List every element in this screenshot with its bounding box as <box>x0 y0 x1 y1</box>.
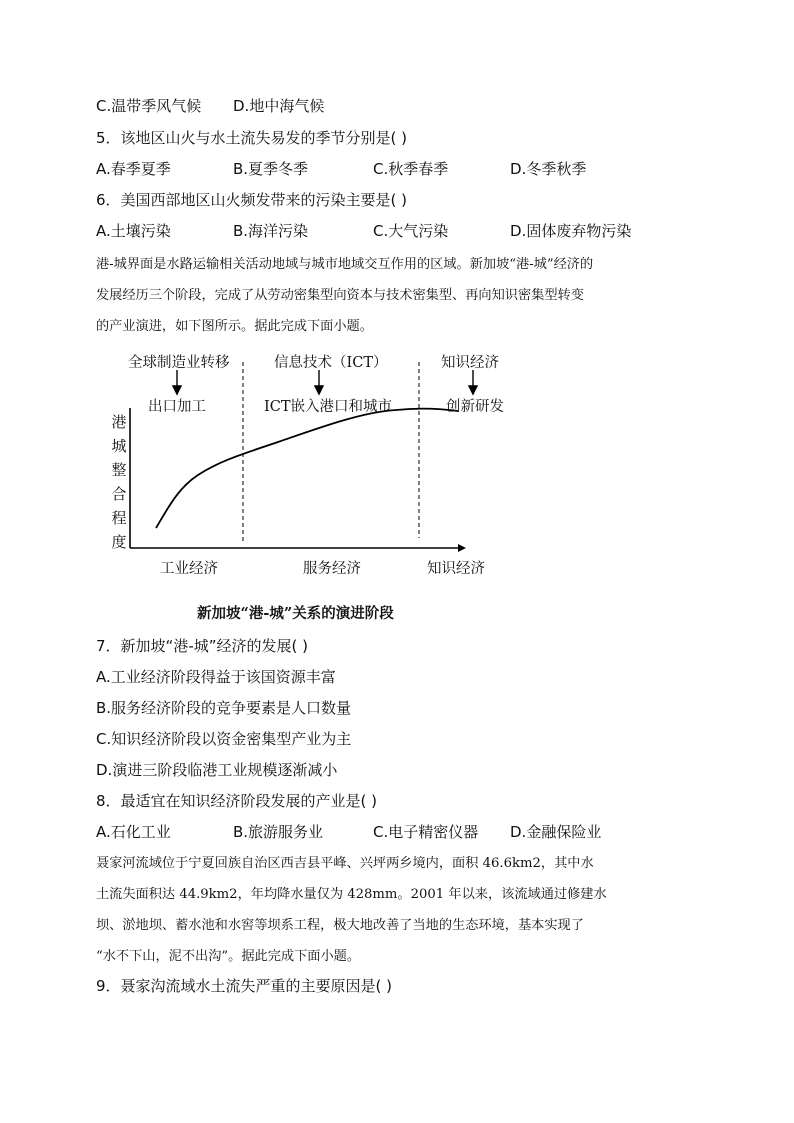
q8-stem: 8．最适宜在知识经济阶段发展的产业是( ) <box>96 792 378 810</box>
x-axis-label: 服务经济 <box>303 561 361 577</box>
q7-option-a: A.工业经济阶段得益于该国资源丰富 <box>96 668 336 686</box>
q8-option-c: C.电子精密仪器 <box>373 823 479 841</box>
port-city-diagram <box>96 340 516 630</box>
q7-option-b: B.服务经济阶段的竞争要素是人口数量 <box>96 699 352 717</box>
y-axis-char: 度 <box>111 533 127 551</box>
q8-option-b: B.旅游服务业 <box>233 823 324 841</box>
q6-option-c: C.大气污染 <box>373 222 449 240</box>
passage-line: “水不下山，泥不出沟”。据此完成下面小题。 <box>96 949 361 964</box>
driver-arrows <box>173 370 477 394</box>
x-axis-label: 工业经济 <box>160 561 218 577</box>
q7-stem: 7．新加坡“港-城”经济的发展( ) <box>96 637 308 655</box>
y-axis-char: 城 <box>111 437 127 455</box>
y-axis-label <box>110 410 128 554</box>
q4-option-d: D.地中海气候 <box>233 97 325 115</box>
x-axis-label: 知识经济 <box>427 561 485 577</box>
passage-line: 发展经历三个阶段，完成了从劳动密集型向资本与技术密集型、再向知识密集型转变 <box>96 288 584 303</box>
passage-line: 土流失面积达 44.9km2，年均降水量仅为 428mm。2001 年以来，该流域通过修建水 <box>96 887 607 902</box>
integration-curve <box>156 409 458 528</box>
q9-stem: 9．聂家沟流域水土流失严重的主要原因是( ) <box>96 977 393 995</box>
q8-option-d: D.金融保险业 <box>510 823 602 841</box>
q5-option-a: A.春季夏季 <box>96 160 171 178</box>
q6-option-d: D.固体废弃物污染 <box>510 222 632 240</box>
q7-option-d: D.演进三阶段临港工业规模逐渐减小 <box>96 761 338 779</box>
arrow-head <box>315 386 323 394</box>
passage-line: 的产业演进，如下图所示。据此完成下面小题。 <box>96 319 373 334</box>
q6-option-a: A.土壤污染 <box>96 222 171 240</box>
q6-option-b: B.海洋污染 <box>233 222 309 240</box>
passage-niejia-river <box>96 848 698 972</box>
q4-option-c: C.温带季风气候 <box>96 97 202 115</box>
driver-label: 信息技术（ICT） <box>274 355 388 371</box>
q7-option-c: C.知识经济阶段以资金密集型产业为主 <box>96 730 352 748</box>
diagram-caption: 新加坡“港-城”关系的演进阶段 <box>197 605 394 622</box>
driver-label: 知识经济 <box>441 355 499 371</box>
y-axis-char: 合 <box>111 485 127 503</box>
q5-option-b: B.夏季冬季 <box>233 160 309 178</box>
passage-line: 聂家河流域位于宁夏回族自治区西吉县平峰、兴坪两乡境内，面积 46.6km2，其中水 <box>96 856 594 871</box>
passage-line: 港-城界面是水路运输相关活动地域与城市地域交互作用的区域。新加坡“港-城”经济的 <box>96 257 594 272</box>
q5-stem: 5．该地区山火与水土流失易发的季节分别是( ) <box>96 129 408 147</box>
y-axis-char: 港 <box>111 413 127 431</box>
x-axis-arrowhead <box>458 544 466 552</box>
q5-option-d: D.冬季秋季 <box>510 160 587 178</box>
q6-stem: 6．美国西部地区山火频发带来的污染主要是( ) <box>96 191 408 209</box>
passage-port-city <box>96 249 698 342</box>
q5-option-c: C.秋季春季 <box>373 160 449 178</box>
y-axis-char: 整 <box>111 461 127 479</box>
q8-option-a: A.石化工业 <box>96 823 171 841</box>
y-axis-char: 程 <box>111 509 127 527</box>
stage-label: 出口加工 <box>148 399 206 415</box>
arrow-head <box>469 386 477 394</box>
passage-line: 坝、淤地坝、蓄水池和水窖等坝系工程，极大地改善了当地的生态环境，基本实现了 <box>96 918 584 933</box>
stage-label: 创新研发 <box>446 399 504 415</box>
stage-label: ICT嵌入港口和城市 <box>264 399 392 415</box>
arrow-head <box>173 386 181 394</box>
driver-label: 全球制造业转移 <box>128 355 230 371</box>
